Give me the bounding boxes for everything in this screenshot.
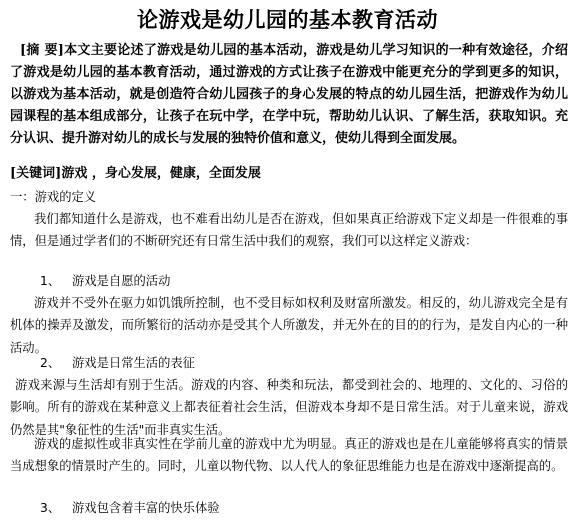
definition-paragraph: 我们都知道什么是游戏，也不难看出幼儿是否在游戏，但如果真正给游戏下定义却是一件很难的事情，但是通过学者们的不断研究还有日常生活中我们的观察，我们可以这样定义游戏： [10,212,568,249]
keywords-text: 游戏 ，身心发展，健康，全面发展 [61,166,261,181]
item-2-paragraph-2: 游戏的虚拟性或非真实性在学前儿童的游戏中尤为明显。真正的游戏也是在儿童能够将真实的情景当成想象的情景时产生的。同时，儿童以物代物、以人代人的象征思维能力也是在游戏中逐渐提高的。 [10,437,568,474]
item-2-paragraph-1: 游戏来源与生活却有别于生活。游戏的内容、种类和玩法，都受到社会的、地理的、文化的、习俗的影响。所有的游戏在某种意义上都表征着社会生活，但游戏本身却不是日常生活。对于儿童来说，游戏仍然是其"象征性的生活"而非真实生活。 [10,378,568,437]
keywords-line [10,164,568,184]
item-number: 2、 [40,356,61,370]
item-heading-text: 游戏是日常生活的表征 [72,356,195,370]
abstract-label: [摘 要] [20,43,64,58]
section-heading-definition: 一：游戏的定义 [10,190,97,204]
item-heading-2 [10,352,575,374]
item-number: 3、 [40,501,61,515]
item-heading-3 [10,497,575,519]
item-heading-text: 游戏包含着丰富的快乐体验 [72,501,220,515]
abstract-text: 本文主要论述了游戏是幼儿园的基本活动，游戏是幼儿学习知识的一种有效途径，介绍了游戏是幼儿园的基本教育活动，通过游戏的方式让孩子在游戏中能更充分的学到更多的知识，以游戏为基本活动，就是创造符合幼儿园孩子的身心发展的特点的幼儿园生活，把游戏作为幼儿园课程的基本组成部分，让孩子在玩中学，在学中玩，帮助幼儿认识、了解生活，获取知识。充分认识、提升游对幼儿的成长与发展的独特价值和意义，使幼儿得到全面发展。 [10,43,568,146]
keywords-label: [关键词] [10,166,62,181]
item-number: 1、 [40,274,61,288]
abstract-paragraph [10,40,568,150]
item-1-paragraph: 游戏并不受外在驱力如饥饿所控制，也不受目标如权利及财富所激发。相反的，幼儿游戏完全是有机体的操弄及激发，而所繁衍的活动亦是受其个人所激发，并无外在的目的的行为，是发自内心的一种活动。 [10,296,568,355]
item-heading-1 [10,270,575,292]
item-heading-text: 游戏是自愿的活动 [72,274,171,288]
document-title: 论游戏是幼儿园的基本教育活动 [137,7,438,32]
